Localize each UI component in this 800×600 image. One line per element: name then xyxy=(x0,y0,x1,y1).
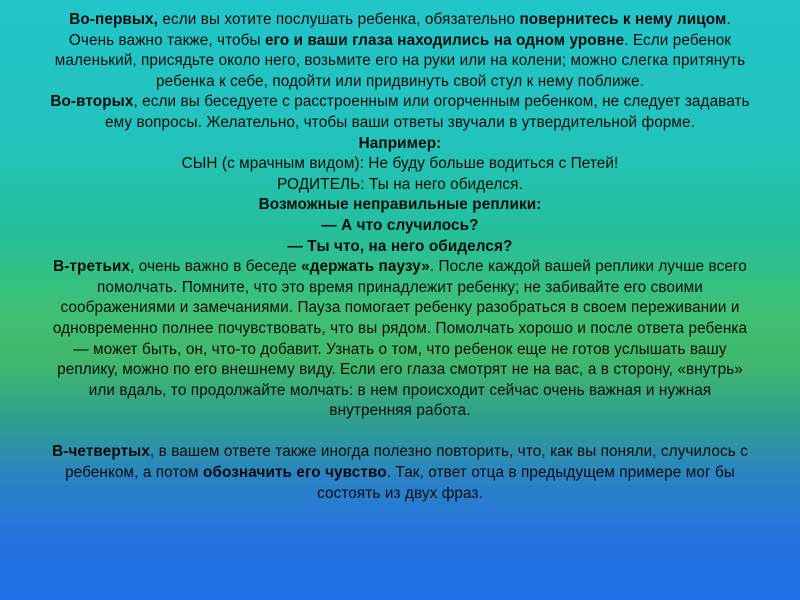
wrong-reply-2-text: — Ты что, на него обиделся? xyxy=(287,237,513,255)
second-lead: Во-вторых xyxy=(50,93,134,111)
wrong-replies-heading xyxy=(48,195,752,216)
first-bold-2: его и ваши глаза находились на одном уровне xyxy=(264,31,625,49)
first-text-2: . Очень важно также, чтобы xyxy=(68,11,731,49)
paragraph-third xyxy=(48,257,752,422)
third-text-2: . После каждой вашей реплики лучше всего помолчать. Помните, что это время принадлежит ребенку; не забивайте его своими соображениями и замечаниями. Пауза помогает ребенку разобраться в своем переживании и одновременно полнее почувствовать, что вы рядом. Помолчать хорошо и после ответа ребенка — может быть, он, что-то добавит. Узнать о том, что ребенок еще не готов услышать вашу реплику, можно по его внешнему виду. Если его глаза смотрят не на вас, а в сторону, «внутрь» или вдаль, то продолжайте молчать: в нем происходит сейчас очень важная и нужная внутренняя работа. xyxy=(52,258,748,420)
fourth-text-2: . Так, ответ отца в предыдущем примере мог бы состоять из двух фраз. xyxy=(317,464,735,502)
third-lead: В-третьих xyxy=(53,258,131,276)
fourth-lead: В-четвертых xyxy=(52,443,150,461)
third-text-1: , очень важно в беседе xyxy=(130,258,302,276)
example-parent-line: РОДИТЕЛЬ: Ты на него обиделся. xyxy=(277,175,523,193)
first-text-1: если вы хотите послушать ребенка, обязательно xyxy=(158,11,520,28)
first-text-3: . Если ребенок маленький, присядьте около него, возьмите его на руки или на колени; можно слегка притянуть ребенка к себе, подойти или придвинуть свой стул к нему поближе. xyxy=(54,31,746,90)
wrong-reply-1 xyxy=(48,216,752,237)
example-son-line: СЫН (с мрачным видом): Не буду больше водиться с Петей! xyxy=(181,155,619,173)
paragraph-second xyxy=(48,92,752,133)
wrong-reply-1-text: — А что случилось? xyxy=(321,216,479,234)
example-heading xyxy=(48,134,752,155)
paragraph-fourth xyxy=(48,442,752,504)
paragraph-gap xyxy=(48,422,752,443)
first-lead: Во-первых, xyxy=(69,11,159,28)
fourth-text-1: , в вашем ответе также иногда полезно повторить, что, как вы поняли, случилось с ребенком, а потом xyxy=(65,443,748,482)
first-bold-1: повернитесь к нему лицом xyxy=(519,11,727,28)
wrong-replies-heading-text: Возможные неправильные реплики: xyxy=(258,196,542,214)
slide-text xyxy=(48,10,752,504)
paragraph-first xyxy=(48,10,752,92)
third-bold-1: «держать паузу» xyxy=(301,258,430,276)
fourth-bold-1: обозначить его чувство xyxy=(202,464,387,482)
second-text-1: , если вы беседуете с расстроенным или огорченным ребенком, не следует задавать ему вопросы. Желательно, чтобы ваши ответы звучали в утвердительной форме. xyxy=(105,93,750,131)
example-heading-text: Например: xyxy=(358,134,442,152)
wrong-reply-2 xyxy=(48,237,752,258)
